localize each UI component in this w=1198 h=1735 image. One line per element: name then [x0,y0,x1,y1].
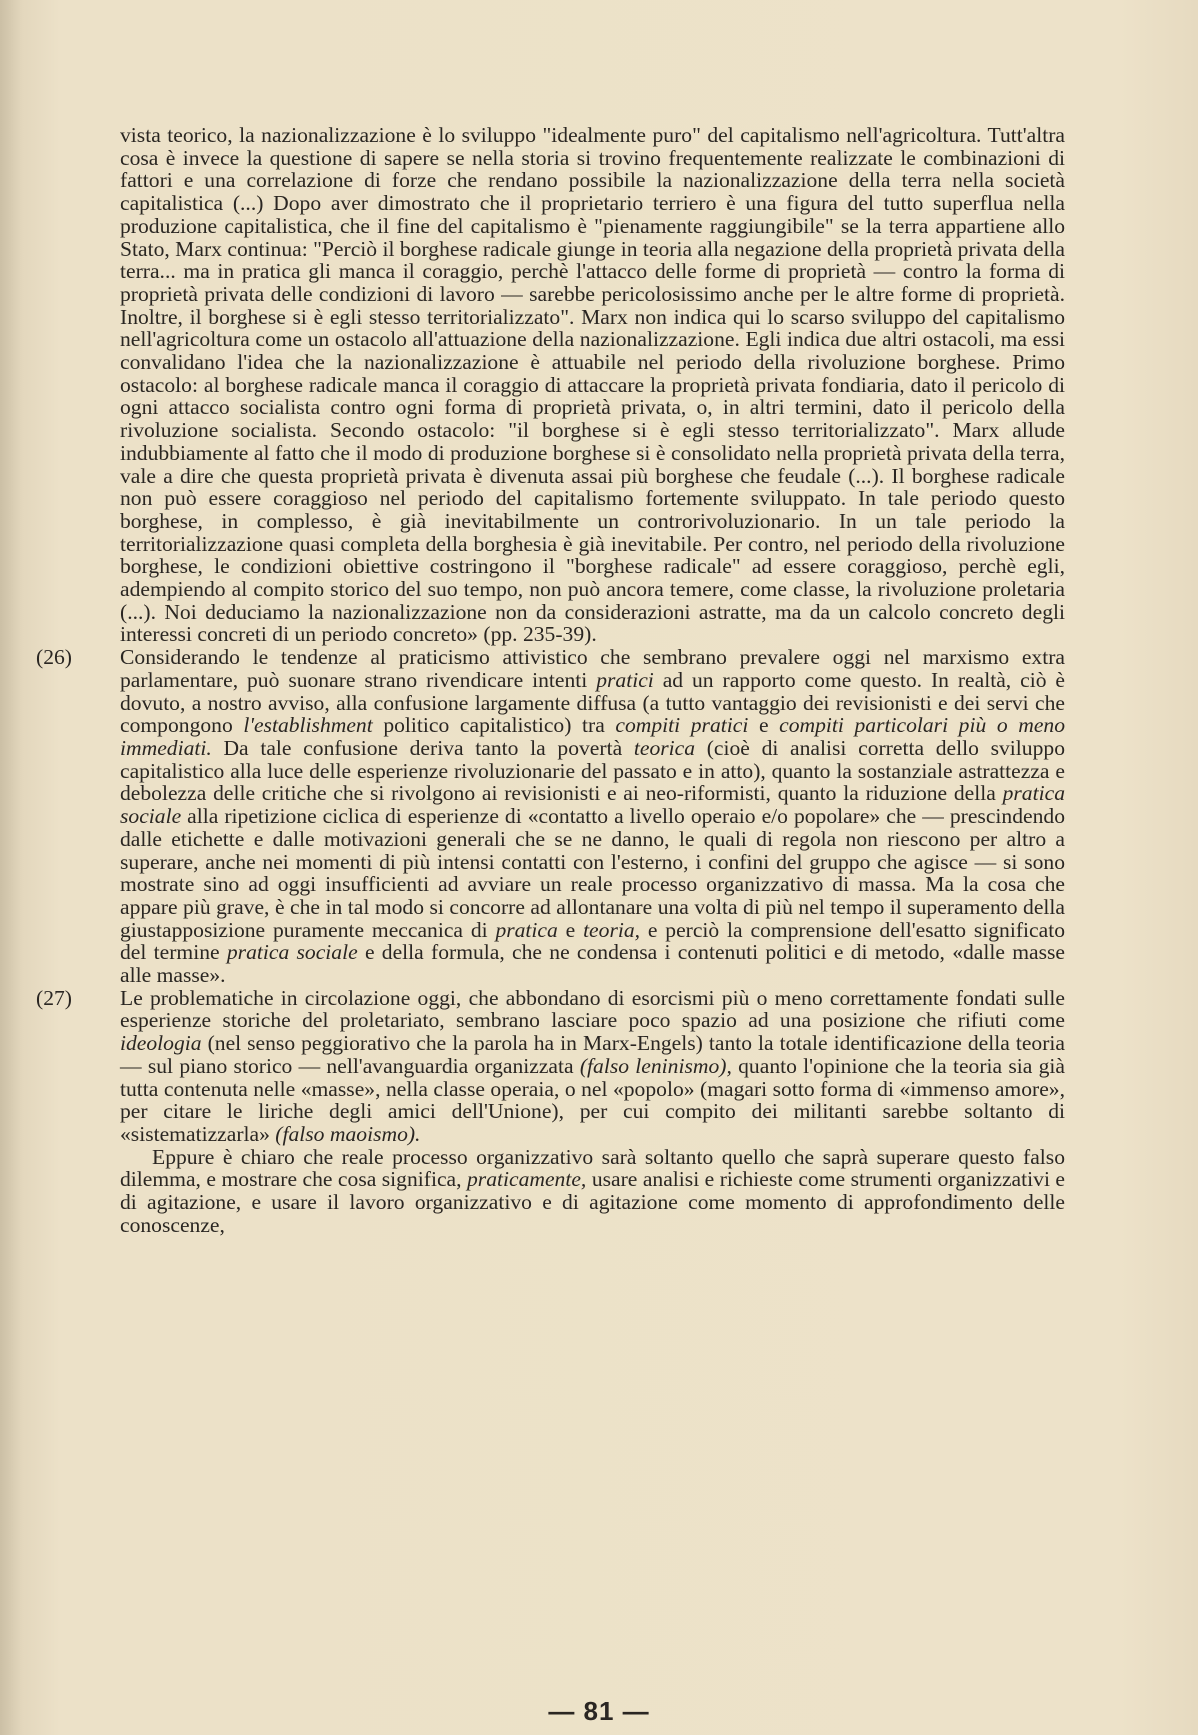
footnote-text: Le problematiche in circolazione oggi, che abbondano di esorcismi più o meno correttamente fondati sulle esperienze storiche del proletariato, sembrano lasciare poco spazio ad una posizione che rifiuti come ideologia (nel senso peggiorativo che la parola ha in Marx-Engels) tanto la totale identificazione della teoria — sul piano storico — nell'avanguardia organizzata (falso leninismo), quanto l'opinione che la teoria sia già tutta contenuta nelle «masse», nella classe operaia, o nel «popolo» (magari sotto forma di «immenso amore», per citare le liriche degli amici dell'Unione), per cui compito dei militanti sarebbe soltanto di «sistematizzarla» (falso maoismo). [120,985,1065,1146]
footnote-text: Considerando le tendenze al praticismo attivistico che sembrano prevalere oggi nel marxismo extra parlamentare, può suonare strano rivendicare intenti pratici ad un rapporto come questo. In realtà, ciò è dovuto, a nostro avviso, alla confusione largamente diffusa (a tutto vantaggio dei revisionisti e dei servi che compongono l'establishment politico capitalistico) tra compiti pratici e compiti particolari più o meno immediati. Da tale confusione deriva tanto la povertà teorica (cioè di analisi corretta dello sviluppo capitalistico alla luce delle esperienze rivoluzionarie del passato e in atto), quanto la sostanziale astrattezza e debolezza delle critiche che si rivolgono ai revisionisti e ai neo-riformisti, quanto la riduzione della pratica sociale alla ripetizione ciclica di esperienze di «contatto a livello operaio e/o popolare» che — prescindendo dalle etichette e dalle motivazioni generali che se ne danno, le quali di regola non riescono per altro a superare, anche nei momenti di più intensi contatti con l'esterno, i confini del gruppo che agisce — si sono mostrate sino ad oggi insufficienti ad avviare un reale processo organizzativo di massa. Ma la cosa che appare più grave, è che in tal modo si concorre ad allontanare una volta di più nel tempo il superamento della giustapposizione puramente meccanica di pratica e teoria, e perciò la comprensione dell'esatto significato del termine pratica sociale e della formula, che ne condensa i contenuti politici e di metodo, «dalle masse alle masse». [120,645,1066,988]
footnote-26 [36,645,1066,988]
main-text [36,123,1066,1237]
paragraph-continuation: vista teorico, la nazionalizzazione è lo sviluppo "idealmente puro" del capitalismo nell'agricoltura. Tutt'altra cosa è invece la questione di sapere se nella storia si trovino frequentemente realizzate le combinazioni di fattori e una correlazione di forze che rendano possibile la nazionalizzazione della terra nella società capitalistica (...) Dopo aver dimostrato che il proprietario terriero è una figura del tutto superflua nella produzione capitalistica, che il fine del capitalismo è "pienamente raggiungibile" se la terra appartiene allo Stato, Marx continua: "Perciò il borghese radicale giunge in teoria alla negazione della proprietà privata della terra... ma in pratica gli manca il coraggio, perchè l'attacco delle forme di proprietà — contro la forma di proprietà privata delle condizioni di lavoro — sarebbe pericolosissimo anche per le altre forme di proprietà. Inoltre, il borghese si è egli stesso territorializzato". Marx non indica qui lo scarso sviluppo del capitalismo nell'agricoltura come un ostacolo all'attuazione della nazionalizzazione. Egli indica due altri ostacoli, ma essi convalidano l'idea che la nazionalizzazione è attuabile nel periodo della rivoluzione borghese. Primo ostacolo: al borghese radicale manca il coraggio di attaccare la proprietà privata fondiaria, dato il pericolo di ogni attacco socialista contro ogni forma di proprietà privata, o, in altri termini, dato il pericolo della rivoluzione socialista. Secondo ostacolo: "il borghese si è egli stesso territorializzato". Marx allude indubbiamente al fatto che il modo di produzione borghese si è consolidato nella proprietà privata della terra, vale a dire che questa proprietà privata è divenuta assai più borghese che feudale (...). Il borghese radicale non può essere coraggioso nel periodo del capitalismo fortemente sviluppato. In tale periodo questo borghese, in complesso, è già inevitabilmente un controrivoluzionario. In un tale periodo la territorializzazione quasi completa della borghesia è già inevitabile. Per contro, nel periodo della rivoluzione borghese, le condizioni obiettive costringono il "borghese radicale" ad essere coraggioso, perchè egli, adempiendo al compito storico del suo tempo, non può ancora temere, come classe, la rivoluzione proletaria (...). Noi deduciamo la nazionalizzazione non da considerazioni astratte, ma da un calcolo concreto degli interessi concreti di un periodo concreto» (pp. 235-39). [120,123,1065,647]
footnote-27 [36,985,1065,1237]
footnote-number: (27) [36,985,72,1010]
footnote-paragraph: Eppure è chiaro che reale processo organizzativo sarà soltanto quello che saprà superare questo falso dilemma, e mostrare che cosa significa, praticamente, usare analisi e richieste come strumenti organizzativi e di agitazione, e usare il lavoro organizzativo e di agitazione come momento di approfondimento delle conoscenze, [120,1144,1065,1237]
page-number: — 81 — [548,1696,650,1726]
footnote-number: (26) [36,645,72,670]
